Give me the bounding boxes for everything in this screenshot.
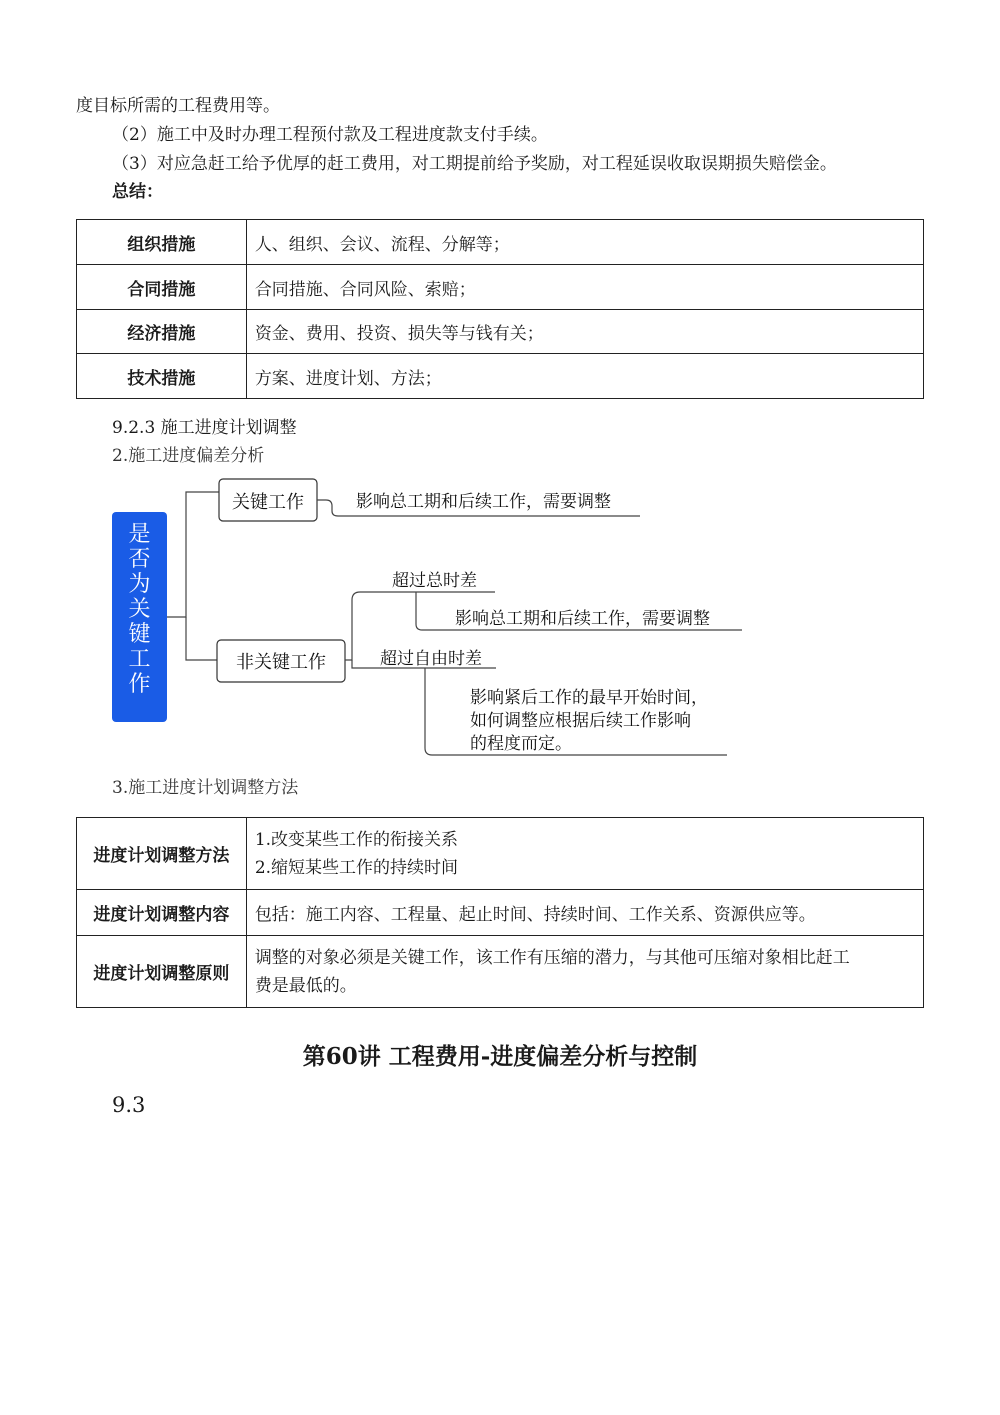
exceed-free-note-line-3: 的程度而定。 [470,734,572,754]
table-cell-content: 资金、费用、投资、损失等与钱有关； [246,310,923,354]
section-number: 9.3 [112,1093,146,1117]
principle-line: 费是最低的。 [254,975,357,996]
intro-line-2: （2）施工中及时办理工程预付款及工程进度款支付手续。 [112,125,548,145]
subsection-adjustment-method: 3.施工进度计划调整方法 [112,778,299,798]
table-cell-content: 人、组织、会议、流程、分解等； [246,220,923,265]
table-cell-label: 组织措施 [77,220,247,265]
method-table [76,817,924,1008]
noncritical-work-label: 非关键工作 [236,652,326,673]
exceed-free-note-line-2: 如何调整应根据后续工作影响 [470,711,691,731]
connector-root-noncritical [186,617,217,660]
table-cell-label: 进度计划调整原则 [77,936,247,1008]
table-cell-content: 包括：施工内容、工程量、起止时间、持续时间、工作关系、资源供应等。 [246,890,923,936]
critical-work-note: 影响总工期和后续工作，需要调整 [356,492,611,512]
method-line: 2.缩短某些工作的持续时间 [254,857,459,878]
table-row [77,890,924,936]
table-cell-content: 合同措施、合同风险、索赔； [246,265,923,310]
table-cell-label: 技术措施 [77,354,247,399]
table-cell-content [246,818,923,890]
exceed-total-note: 影响总工期和后续工作，需要调整 [455,609,710,629]
table-row [77,818,924,890]
summary-label: 总结： [112,182,163,202]
lecture-title: 第60讲 工程费用-进度偏差分析与控制 [302,1043,698,1070]
table-cell-label: 合同措施 [77,265,247,310]
section-heading: 9.2.3 施工进度计划调整 [112,418,297,438]
method-line: 1.改变某些工作的衔接关系 [254,829,459,850]
exceed-free-note-line-1: 影响紧后工作的最早开始时间， [470,688,708,708]
intro-line-3: （3）对应急赶工给予优厚的赶工费用，对工期提前给予奖励，对工程延误收取误期损失赔偿金。 [112,154,837,174]
connector-root-critical [167,492,219,617]
table-cell-content: 方案、进度计划、方法； [246,354,923,399]
table-cell-content [246,936,923,1008]
table-cell-label: 经济措施 [77,310,247,354]
exceed-total-label: 超过总时差 [392,571,477,591]
critical-work-label: 关键工作 [232,492,304,513]
exceed-free-label: 超过自由时差 [380,649,482,669]
table-row [77,936,924,1008]
table-cell-label: 进度计划调整内容 [77,890,247,936]
subsection-deviation-analysis: 2.施工进度偏差分析 [112,446,265,466]
intro-line-1: 度目标所需的工程费用等。 [76,96,280,116]
table-cell-label: 进度计划调整方法 [77,818,247,890]
root-label: 是否为关键工作 [128,522,151,697]
principle-line: 调整的对象必须是关键工作，该工作有压缩的潜力，与其他可压缩对象相比赶工 [254,947,850,968]
